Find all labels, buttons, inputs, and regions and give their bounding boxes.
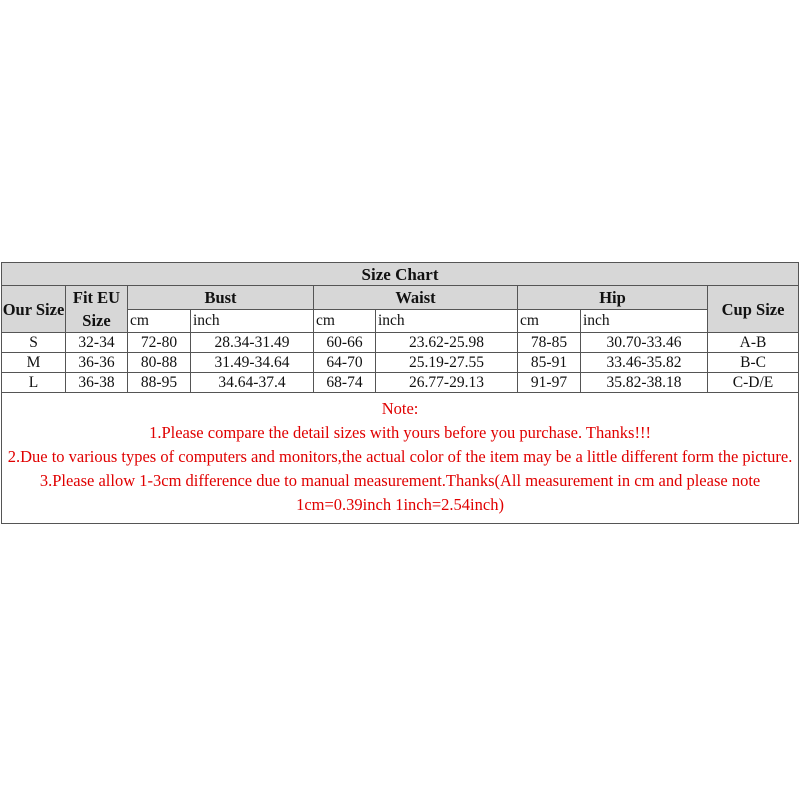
cell-hip-inch: 30.70-33.46 (581, 333, 708, 353)
cell-eu: 36-36 (66, 353, 128, 373)
cell-eu: 36-38 (66, 373, 128, 393)
note-heading: Note: (381, 399, 419, 418)
chart-title: Size Chart (2, 263, 799, 286)
cell-waist-cm: 60-66 (314, 333, 376, 353)
cell-hip-cm: 91-97 (518, 373, 581, 393)
cell-waist-inch: 25.19-27.55 (376, 353, 518, 373)
size-chart-table (1, 262, 799, 524)
cell-waist-inch: 23.62-25.98 (376, 333, 518, 353)
header-fit-eu: Fit EU Size (66, 286, 128, 333)
cell-cup: A-B (708, 333, 799, 353)
header-waist: Waist (314, 286, 518, 310)
unit-hip-inch: inch (581, 309, 708, 333)
note-item: 1.Please compare the detail sizes with yours before you purchase. Thanks!!! (149, 423, 651, 442)
notes-block (2, 393, 799, 524)
header-bust: Bust (128, 286, 314, 310)
cell-size: L (2, 373, 66, 393)
cell-bust-cm: 80-88 (128, 353, 191, 373)
cell-size: M (2, 353, 66, 373)
cell-cup: C-D/E (708, 373, 799, 393)
table-row (2, 353, 799, 373)
cell-bust-inch: 31.49-34.64 (191, 353, 314, 373)
cell-bust-cm: 88-95 (128, 373, 191, 393)
cell-waist-inch: 26.77-29.13 (376, 373, 518, 393)
cell-hip-cm: 85-91 (518, 353, 581, 373)
cell-bust-inch: 34.64-37.4 (191, 373, 314, 393)
unit-waist-inch: inch (376, 309, 518, 333)
cell-cup: B-C (708, 353, 799, 373)
cell-bust-inch: 28.34-31.49 (191, 333, 314, 353)
note-item: 2.Due to various types of computers and monitors,the actual color of the item may be a little different form the picture. (7, 447, 793, 466)
note-item: 3.Please allow 1-3cm difference due to manual measurement.Thanks(All measurement in cm and please note 1cm=0.39inch 1inch=2.54inch) (39, 471, 761, 514)
size-chart (1, 262, 798, 524)
cell-hip-inch: 33.46-35.82 (581, 353, 708, 373)
cell-hip-cm: 78-85 (518, 333, 581, 353)
header-hip: Hip (518, 286, 708, 310)
cell-hip-inch: 35.82-38.18 (581, 373, 708, 393)
unit-bust-inch: inch (191, 309, 314, 333)
cell-eu: 32-34 (66, 333, 128, 353)
header-our-size: Our Size (2, 286, 66, 333)
header-cup-size: Cup Size (708, 286, 799, 333)
table-row (2, 373, 799, 393)
unit-bust-cm: cm (128, 309, 191, 333)
unit-hip-cm: cm (518, 309, 581, 333)
cell-size: S (2, 333, 66, 353)
unit-waist-cm: cm (314, 309, 376, 333)
cell-waist-cm: 64-70 (314, 353, 376, 373)
cell-waist-cm: 68-74 (314, 373, 376, 393)
cell-bust-cm: 72-80 (128, 333, 191, 353)
table-row (2, 333, 799, 353)
